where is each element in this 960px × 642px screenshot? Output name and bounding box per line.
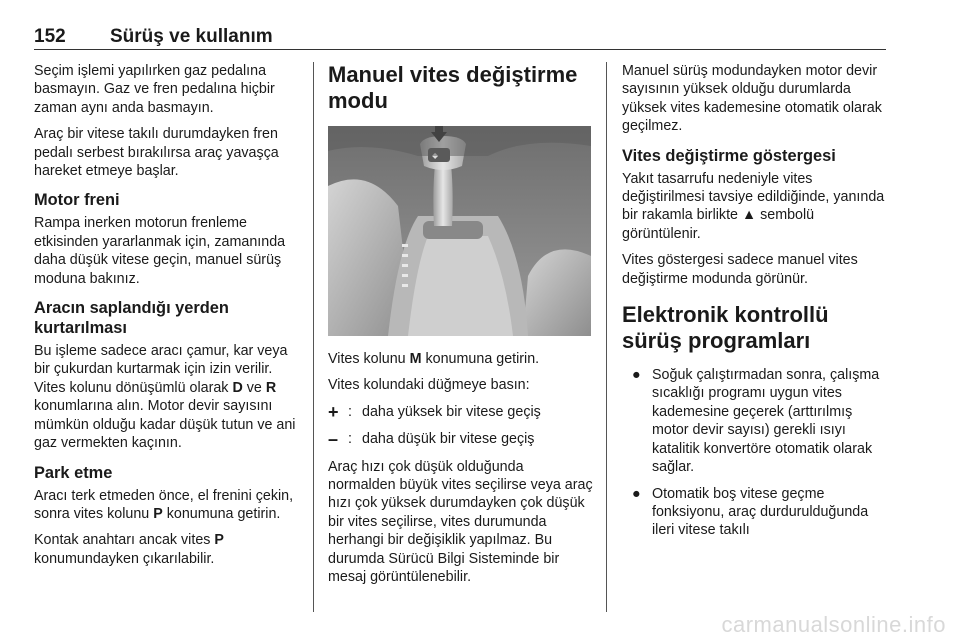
paragraph-accelerator: Seçim işlemi yapılırken gaz pedalına basmayın. Gaz ve fren pedalına hiçbir zaman aynı anda basmayın.: [34, 63, 275, 116]
plus-icon: +: [328, 401, 339, 422]
page-number: 152: [34, 26, 66, 47]
heading-electronic-programs: Elektronik kontrollü sürüş programları: [622, 302, 829, 354]
paragraph-indicator-manual-only: Vites göstergesi sadece manuel vites değiştirme modunda görünür.: [622, 252, 858, 287]
paragraph-rocking-vehicle: Bu işleme sadece aracı çamur, kar veya bir çukurdan kurtarmak için izin verilir. Vites kolunu dönüşümlü olarak D ve R konumlarına alın. Motor devir sayısını mümkün olduğu kadar düşük tutun ve ani gaz vermekten kaçının.: [34, 343, 296, 452]
paragraph-parking: Aracı terk etmeden önce, el frenini çekin, sonra vites kolunu P konumuna getirin.: [34, 487, 294, 522]
paragraph-no-auto-upshift: Manuel sürüş modundayken motor devir sayısının yüksek olduğu durumlarda yüksek vites kademesine otomatik olarak geçilmez.: [622, 63, 882, 135]
bullet-icon: ●: [632, 367, 641, 384]
column-divider-1: [313, 62, 314, 612]
downshift-text: daha düşük bir vitese geçiş: [362, 431, 535, 448]
bullet-icon: ●: [632, 485, 641, 502]
minus-icon: –: [328, 429, 339, 450]
heading-rocking-vehicle: Aracın saplandığı yerden kurtarılması: [34, 299, 229, 338]
paragraph-lever-to-m: Vites kolunu M konumuna getirin.: [328, 351, 540, 367]
header-rule: [34, 49, 886, 50]
list-item: ● Otomatik boş vitese geçme fonksiyonu, araç durdurulduğunda ileri vitese takılı: [632, 485, 869, 539]
column-1: [34, 62, 300, 576]
heading-shift-indicator: Vites değiştirme göstergesi: [622, 146, 836, 165]
heading-parking: Park etme: [34, 463, 113, 482]
column-divider-2: [606, 62, 607, 612]
paragraph-press-button: Vites kolundaki düğmeye basın:: [328, 377, 530, 394]
gear-lever-illustration: [328, 126, 591, 336]
heading-manual-mode: Manuel vites değiştirme modu: [328, 62, 578, 113]
column-3: [622, 62, 888, 548]
column-2: [328, 62, 594, 594]
downshift-row: – : daha düşük bir vitese geçiş: [328, 429, 535, 450]
upshift-text: daha yüksek bir vitese geçiş: [362, 403, 541, 420]
paragraph-shift-indicator: Yakıt tasarrufu nedeniyle vites değiştirilmesi tavsiye edildiğinde, yanında bir rakamla birlikte ▲ sembolü görüntülenir.: [622, 170, 885, 242]
paragraph-key-removal: Kontak anahtarı ancak vites P konumundayken çıkarılabilir.: [34, 532, 224, 567]
program-list: [622, 366, 888, 540]
paragraph-brake-release: Araç bir vitese takılı durumdayken fren pedalı serbest bırakılırsa araç yavaşça hareket etmeye başlar.: [34, 126, 279, 180]
page-title: Sürüş ve kullanım: [110, 26, 273, 47]
heading-engine-brake: Motor freni: [34, 191, 120, 210]
watermark: carmanualsonline.info: [721, 612, 946, 637]
list-item: ● Soğuk çalıştırmadan sonra, çalışma sıcaklığı programı uygun vites kademesine geçerek (arttırılmış motor devir sayısı) gerekli ısıyı katalitik konvertöre otomatik olarak sağlar.: [632, 367, 880, 476]
paragraph-speed-warning: Araç hızı çok düşük olduğunda normalden büyük vites seçilirse veya araç hızı çok yüksek durumdayken çok düşük bir vites seçilirse, vites durumunda herhangi bir değişiklik yapılmaz. Bu durumda Sürücü Bilgi Sisteminde bir mesaj görüntülenebilir.: [328, 458, 593, 586]
paragraph-engine-brake: Rampa inerken motorun frenleme etkisinden yararlanmak için, zamanında daha düşük vitese geçin, manuel sürüş moduna bakınız.: [34, 215, 286, 287]
triangle-up-icon: ▲: [741, 207, 757, 224]
upshift-row: + : daha yüksek bir vitese geçiş: [328, 401, 541, 422]
